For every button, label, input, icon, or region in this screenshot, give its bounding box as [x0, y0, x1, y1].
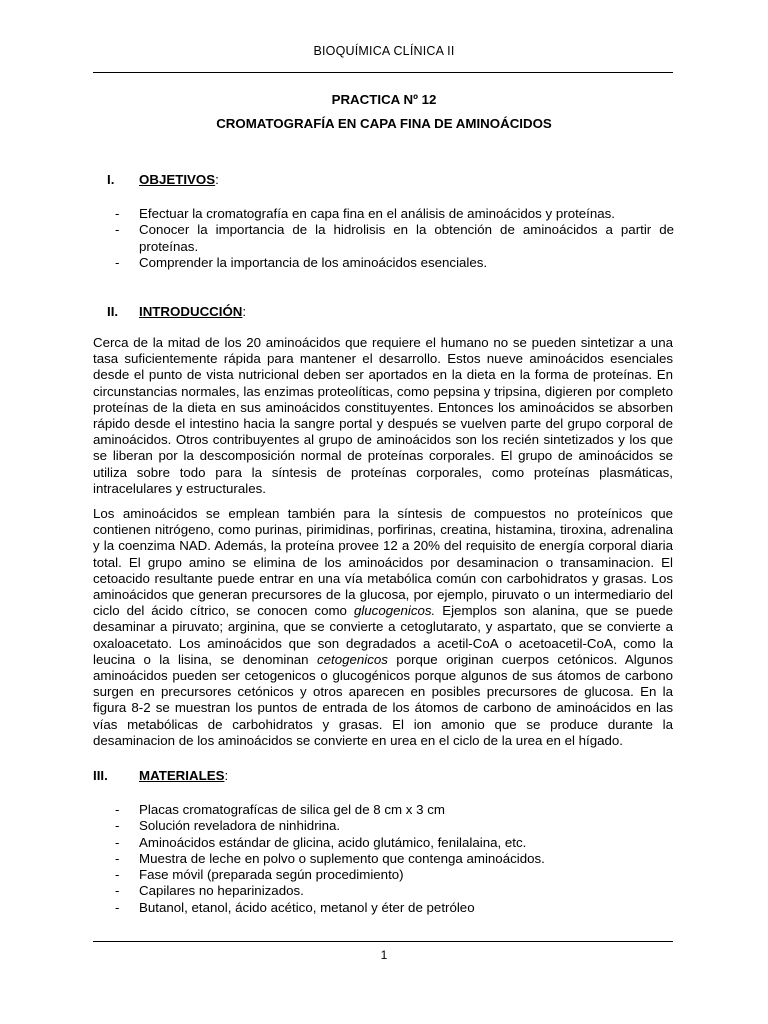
section-colon: :	[224, 768, 229, 783]
section-numeral: III.	[93, 768, 108, 783]
materiales-list	[114, 802, 674, 916]
bullet-dash: -	[115, 867, 120, 883]
list-item-text: Comprender la importancia de los aminoácidos esenciales.	[139, 254, 488, 270]
section-heading-objetivos	[107, 172, 219, 187]
bullet-dash: -	[115, 254, 120, 270]
section-name: MATERIALES	[139, 768, 225, 783]
paragraph-text: Ejemplos son alanina, que se puede desaminar a piruvato; arginina, que se convierte a cetoglutarato, y aspartato, que se convierte a oxaloacetato. Los aminoácidos que son degradados a acetil-CoA o acetoacetil-CoA, como la leucina o la lisina, se denominan	[93, 603, 674, 667]
list-item-text: Fase móvil (preparada según procedimiento)	[139, 867, 404, 883]
emphasis-term: glucogenicos.	[353, 603, 436, 619]
emphasis-term: cetogenicos	[316, 651, 388, 667]
list-item	[114, 851, 674, 867]
objetivos-list	[114, 206, 674, 271]
section-heading-materiales	[93, 768, 228, 783]
bullet-dash: -	[115, 850, 120, 866]
intro-paragraph-1: Cerca de la mitad de los 20 aminoácidos que requiere el humano no se pueden sintetizar a una tasa suficientemente rápida para mantener el desarrollo. Estos nueve aminoácidos esenciales desde el punto de vista nutricional deben ser aportados en la dieta en la forma de proteínas. En circunstancias normales, las enzimas proteolíticas, como pepsina y tripsina, digieren por completo proteínas de la dieta en sus aminoácidos constituyentes. Entonces los aminoácidos se absorben rápido desde el intestino hacia la sangre portal y después se vuelven parte del grupo corporal de aminoácidos. Otros contribuyentes al grupo de aminoácidos son los recién sintetizados y los que se liberan por la descomposición normal de proteínas corporales. El grupo de aminoácidos se utiliza sobre todo para la síntesis de proteínas corporales, como proteínas plasmáticas, intracelulares y estructurales.	[93, 335, 673, 496]
list-item-text: Aminoácidos estándar de glicina, acido glutámico, fenilalaina, etc.	[139, 834, 527, 850]
section-numeral: I.	[107, 172, 115, 187]
bullet-dash: -	[115, 206, 120, 221]
paragraph-text: Los aminoácidos se emplean también para la síntesis de compuestos no proteínicos que contienen nitrógeno, como purinas, pirimidinas, porfirinas, creatina, histamina, tiroxina, adrenalina y la coenzima NAD. Además, la proteína provee 12 a 20% del requisito de energía corporal diaria total. El grupo amino se elimina de los aminoácidos por desaminacion o transaminacion. El cetoacido resultante puede entrar en una vía metabólica común con carbohidratos y grasas. Los aminoácidos que generan precursores de la glucosa, por ejemplo, piruvato o un intermediario del ciclo del ácido cítrico, se conocen como	[93, 506, 673, 619]
list-item	[114, 222, 674, 255]
bullet-dash: -	[115, 834, 120, 850]
section-colon: :	[215, 172, 219, 187]
list-item	[114, 867, 674, 883]
list-item-text: Capilares no heparinizados.	[139, 883, 304, 899]
practice-number: PRACTICA Nº 12	[331, 92, 437, 107]
list-item	[114, 883, 674, 899]
section-colon: :	[242, 304, 247, 319]
list-item-text: Efectuar la cromatografía en capa fina en el análisis de aminoácidos y proteínas.	[139, 206, 616, 221]
practice-title: CROMATOGRAFÍA EN CAPA FINA DE AMINOÁCIDOS	[216, 116, 552, 131]
section-name: INTRODUCCIÓN	[139, 304, 243, 319]
header-divider	[93, 72, 673, 73]
list-item	[114, 802, 674, 818]
list-item-text: Solución reveladora de ninhidrina.	[139, 818, 341, 834]
footer-divider	[93, 941, 673, 942]
list-item	[114, 835, 674, 851]
list-item	[114, 818, 674, 834]
list-item-text: Placas cromatografícas de silica gel de 8 cm x 3 cm	[139, 802, 445, 817]
list-item-text: Butanol, etanol, ácido acético, metanol y éter de petróleo	[139, 899, 475, 915]
section-numeral: II.	[107, 304, 119, 319]
list-item	[114, 900, 674, 916]
intro-paragraph-2	[93, 506, 673, 749]
running-header: BIOQUÍMICA CLÍNICA II	[313, 44, 455, 58]
bullet-dash: -	[115, 899, 120, 915]
list-item-text: Conocer la importancia de la hidrolisis en la obtención de aminoácidos a partir de proteínas.	[139, 222, 674, 254]
page-number: 1	[380, 948, 388, 962]
bullet-dash: -	[115, 802, 120, 817]
bullet-dash: -	[115, 883, 120, 899]
bullet-dash: -	[115, 818, 120, 834]
paragraph-text: porque originan cuerpos cetónicos. Algunos aminoácidos pueden ser cetogenicos o glucogénicos porque algunos de sus átomos de carbono surgen en precursores cetónicos y otros aparecen en posibles precursores de glucosa. En la figura 8-2 se muestran los puntos de entrada de los átomos de carbono de aminoácidos en las vías metabólicas de carbohidratos y grasas. El ion amonio que se produce durante la desaminacion de los aminoácidos se convierte en urea en el ciclo de la urea en el hígado.	[93, 651, 673, 748]
list-item-text: Muestra de leche en polvo o suplemento que contenga aminoácidos.	[139, 850, 545, 866]
section-heading-introduccion	[107, 304, 246, 319]
list-item	[114, 206, 674, 222]
bullet-dash: -	[115, 222, 120, 238]
section-name: OBJETIVOS	[139, 172, 216, 187]
list-item	[114, 255, 674, 271]
